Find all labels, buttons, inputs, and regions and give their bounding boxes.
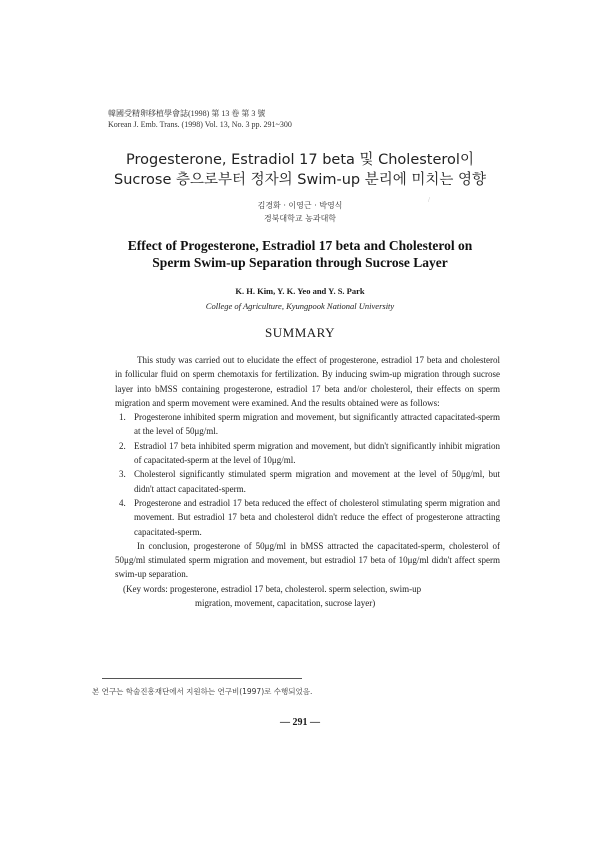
results-list: [115, 410, 500, 539]
result-number: 1.: [119, 412, 126, 423]
page-number: — 291 —: [280, 717, 320, 728]
summary-conclusion: In conclusion, progesterone of 50μg/ml in bMSS attracted the capacitated-sperm, cholesterol of 50μg/ml stimulated sperm migration and movement, but estradiol 17 beta of 10μg/ml didn't affect sperm swim-up separation.: [115, 540, 500, 580]
footnote: 본 연구는 학술진흥재단에서 지원하는 연구비(1997)로 수행되었음.: [92, 687, 313, 696]
korean-authors: 김경화 · 이영근 · 박영식: [257, 201, 343, 210]
journal-line-english: Korean J. Emb. Trans. (1998) Vol. 13, No. 3 pp. 291~300: [108, 120, 292, 129]
keywords-line-2: migration, movement, capacitation, sucrose layer): [195, 598, 376, 609]
stray-mark: /: [428, 196, 430, 204]
result-text: Progesterone inhibited sperm migration and movement, but significantly attracted capacitated-sperm at the level of 50μg/ml.: [134, 412, 500, 437]
result-text: Progesterone and estradiol 17 beta reduced the effect of cholesterol stimulating sperm migration and movement. But estradiol 17 beta and cholesterol didn't reduce the effect of progesterone attracting capacitated-sperm.: [134, 497, 500, 537]
keywords-line-1: (Key words: progesterone, estradiol 17 beta, cholesterol. sperm selection, swim-up: [123, 583, 422, 594]
english-title: [60, 237, 540, 271]
result-number: 3.: [119, 469, 126, 480]
journal-header: [108, 108, 292, 130]
korean-title: [60, 150, 540, 190]
list-item: [115, 496, 500, 539]
korean-title-line-1: Progesterone, Estradiol 17 beta 및 Cholesterol이: [126, 152, 474, 168]
summary-body: [115, 353, 500, 610]
english-affiliation: College of Agriculture, Kyungpook National University: [205, 301, 395, 311]
english-title-line-2: Sperm Swim-up Separation through Sucrose Layer: [152, 255, 448, 270]
summary-heading: SUMMARY: [265, 325, 335, 340]
result-number: 2.: [119, 440, 126, 451]
result-text: Estradiol 17 beta inhibited sperm migration and movement, but didn't significantly inhibit migration of capacitated-sperm at the level of 10μg/ml.: [134, 440, 500, 466]
english-title-line-1: Effect of Progesterone, Estradiol 17 beta and Cholesterol on: [127, 238, 473, 253]
summary-intro: This study was carried out to elucidate the effect of progesterone, estradiol 17 beta and cholesterol in follicular fluid on sperm chemotaxis for fertilization. By inducing swim-up migration through sucrose layer into bMSS containing progesterone, estradiol 17 beta and/or cholesterol, their effects on sperm migration and sperm movement were examined. And the results obtained were as follows:: [115, 355, 500, 408]
korean-author-block: [60, 199, 540, 225]
footnote-divider: [102, 678, 302, 679]
english-authors: K. H. Kim, Y. K. Yeo and Y. S. Park: [235, 286, 365, 296]
result-text: Cholesterol significantly stimulated sperm migration and movement at the level of 50μg/ml, but didn't attact capacitated-sperm.: [134, 469, 500, 494]
keywords: [115, 582, 500, 611]
korean-title-line-2: Sucrose 층으로부터 정자의 Swim-up 분리에 미치는 영향: [114, 172, 486, 188]
journal-line-korean: 韓國受精卵移植學會誌(1998) 第 13 卷 第 3 號: [108, 109, 266, 118]
list-item: [115, 467, 500, 496]
list-item: [115, 439, 500, 468]
result-number: 4.: [119, 497, 126, 508]
list-item: [115, 410, 500, 439]
korean-affiliation: 경북대학교 농과대학: [263, 214, 337, 223]
